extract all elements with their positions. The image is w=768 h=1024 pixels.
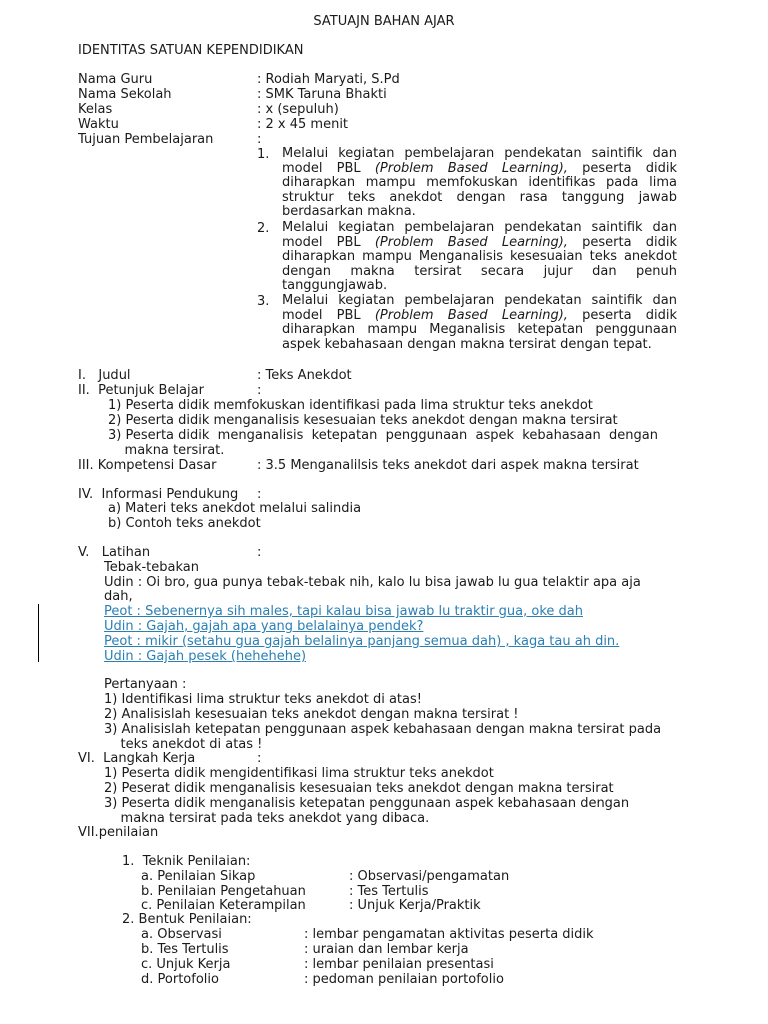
section-title-penilaian: VII.penilaian [78, 825, 159, 840]
assessment-label: b. Tes Tertulis [141, 942, 229, 957]
list-item: teks anekdot di atas ! [104, 737, 263, 752]
questions-heading: Pertanyaan : [104, 677, 187, 692]
assessment-label: a. Observasi [141, 927, 222, 942]
assessment-value: : lembar pengamatan aktivitas peserta didik [304, 927, 594, 942]
list-item: 3) Peserta didik menganalisis ketepatan penggunaan aspek kebahasaan dengan [104, 796, 630, 811]
assessment-value: : Observasi/pengamatan [349, 869, 510, 884]
list-item: 1) Peserta didik mengidentifikasi lima struktur teks anekdot [104, 766, 494, 781]
list-item: a) Materi teks anekdot melalui salindia [108, 501, 362, 516]
section-title-kompetensi: III. Kompetensi Dasar [78, 458, 217, 473]
objective-number: 3. [257, 294, 270, 309]
list-item: 1) Peserta didik memfokuskan identifikasi pada lima struktur teks anekdot [108, 398, 593, 413]
assessment-value: : Unjuk Kerja/Praktik [349, 898, 481, 913]
objective-text: Melalui kegiatan pembelajaran pendekatan saintifik dan model PBL (Problem Based Learning), peserta didik diharapkan mampu memfokuskan identifikas pada lima struktur teks anekdot dengan rasa tanggung jawab berdasarkan makna. [282, 146, 677, 219]
assessment-label: a. Penilaian Sikap [141, 869, 256, 884]
assessment-label: c. Unjuk Kerja [141, 957, 231, 972]
identity-value-time: : 2 x 45 menit [257, 117, 349, 132]
section-title-judul: I. Judul [78, 368, 131, 383]
section-title-langkah: VI. Langkah Kerja [78, 751, 196, 766]
identity-label-time: Waktu [78, 117, 119, 132]
list-item: makna tersirat pada teks anekdot yang dibaca. [104, 811, 430, 826]
assessment-heading: 2. Bentuk Penilaian: [122, 912, 252, 927]
list-item: makna tersirat. [108, 443, 225, 458]
section-value-latihan: : [257, 545, 262, 560]
identity-value-objective: : [257, 132, 262, 147]
list-item: b) Contoh teks anekdot [108, 516, 261, 531]
section-value-langkah: : [257, 751, 262, 766]
list-item: 2) Analisislah kesesuaian teks anekdot dengan makna tersirat ! [104, 707, 519, 722]
list-item: 1) Identifikasi lima struktur teks anekdot di atas! [104, 692, 422, 707]
assessment-label: c. Penilaian Keterampilan [141, 898, 306, 913]
objective-number: 1. [257, 147, 270, 162]
objective-text: Melalui kegiatan pembelajaran pendekatan saintifik dan model PBL (Problem Based Learning), peserta didik diharapkan mampu Meganalisis ketepatan penggunaan aspek kebahasaan dengan makna tersirat dengan tepat. [282, 293, 677, 352]
identity-label-school: Nama Sekolah [78, 87, 172, 102]
assessment-value: : pedoman penilaian portofolio [304, 972, 504, 987]
dialog-line: dah, [104, 589, 133, 604]
assessment-label: d. Portofolio [141, 972, 219, 987]
objective-text: Melalui kegiatan pembelajaran pendekatan saintifik dan model PBL (Problem Based Learning), peserta didik diharapkan mampu Menganalisis kesesuaian teks anekdot dengan makna tersirat secara jujur dan penuh tanggungjawab. [282, 220, 677, 293]
section-value-judul: : Teks Anekdot [257, 368, 352, 383]
dialog-line: Udin : Oi bro, gua punya tebak-tebak nih, kalo lu bisa jawab lu gua telaktir apa aja [104, 575, 641, 590]
assessment-value: : lembar penilaian presentasi [304, 957, 494, 972]
text-cursor [38, 604, 39, 662]
dialog-link[interactable]: Peot : mikir (setahu gua gajah belalinya panjang semua dah) , kaga tau ah din. [104, 634, 620, 649]
section-title-latihan: V. Latihan [78, 545, 151, 560]
section-title-petunjuk: II. Petunjuk Belajar [78, 383, 204, 398]
identity-label-objective: Tujuan Pembelajaran [78, 132, 214, 147]
page-title: SATUAJN BAHAN AJAR [313, 14, 455, 29]
assessment-value: : uraian dan lembar kerja [304, 942, 469, 957]
section-value-petunjuk: : [257, 383, 262, 398]
identity-value-teacher: : Rodiah Maryati, S.Pd [257, 72, 400, 87]
dialog-link[interactable]: Peot : Sebenernya sih males, tapi kalau bisa jawab lu traktir gua, oke dah [104, 604, 583, 619]
dialog-link[interactable]: Udin : Gajah, gajah apa yang belalainya pendek? [104, 619, 424, 634]
identity-label-class: Kelas [78, 102, 113, 117]
list-item: 3) Analisislah ketepatan penggunaan aspek kebahasaan dengan makna tersirat pada [104, 722, 662, 737]
assessment-heading: 1. Teknik Penilaian: [122, 854, 251, 869]
section-value-kompetensi: : 3.5 Menganalilsis teks anekdot dari aspek makna tersirat [257, 458, 639, 473]
exercise-subtitle: Tebak-tebakan [104, 560, 199, 575]
assessment-label: b. Penilaian Pengetahuan [141, 884, 306, 899]
identity-heading: IDENTITAS SATUAN KEPENDIDIKAN [78, 43, 304, 58]
section-value-informasi: : [257, 487, 262, 502]
list-item: 2) Peserat didik menganalisis kesesuaian teks anekdot dengan makna tersirat [104, 781, 614, 796]
section-title-informasi: IV. Informasi Pendukung [78, 487, 239, 502]
list-item: 2) Peserta didik menganalisis kesesuaian teks anekdot dengan makna tersirat [108, 413, 618, 428]
objective-number: 2. [257, 221, 270, 236]
identity-value-class: : x (sepuluh) [257, 102, 339, 117]
dialog-link[interactable]: Udin : Gajah pesek (hehehehe) [104, 649, 307, 664]
list-item: 3) Peserta didik menganalisis ketepatan penggunaan aspek kebahasaan dengan [108, 428, 658, 443]
identity-label-teacher: Nama Guru [78, 72, 153, 87]
assessment-value: : Tes Tertulis [349, 884, 429, 899]
identity-value-school: : SMK Taruna Bhakti [257, 87, 387, 102]
